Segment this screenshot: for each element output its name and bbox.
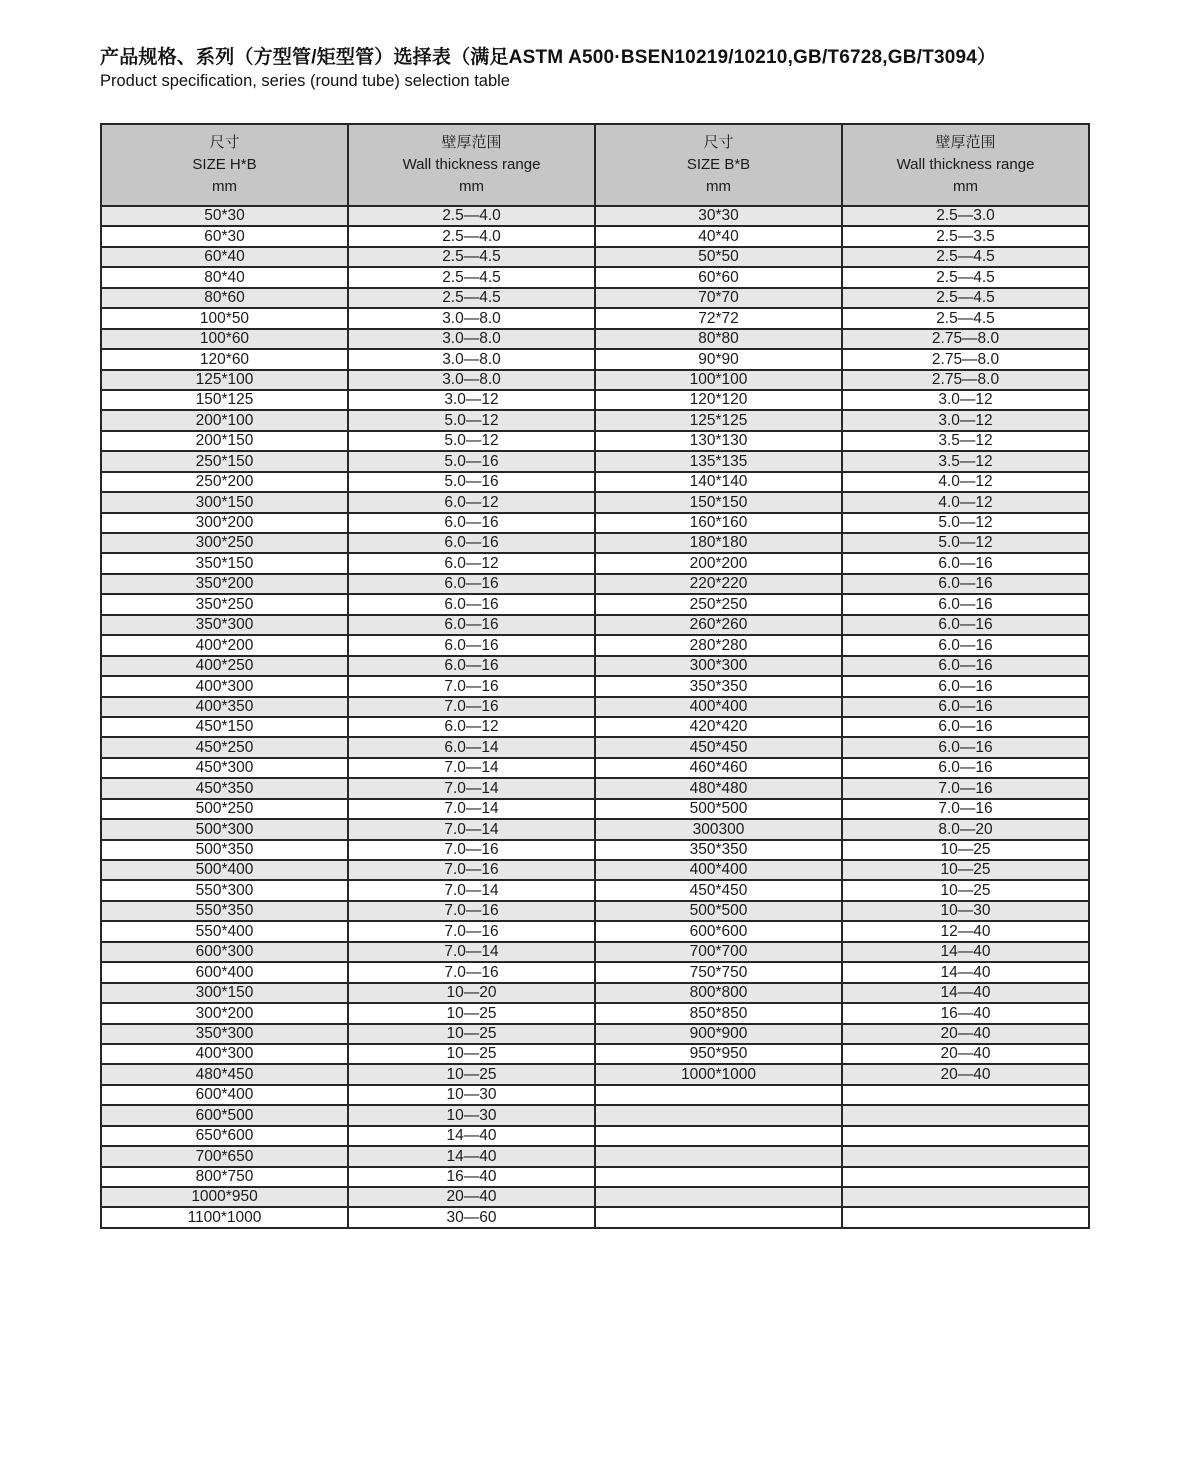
table-row <box>101 1207 1089 1227</box>
wall-thickness-cell: 6.0—16 <box>348 656 595 676</box>
wall-thickness-cell: 6.0—16 <box>348 513 595 533</box>
wall-thickness-cell: 2.5—4.5 <box>842 267 1089 287</box>
table-row <box>101 472 1089 492</box>
wall-thickness-cell: 10—30 <box>842 901 1089 921</box>
col-header-cn: 壁厚范围 <box>441 134 502 152</box>
table-row <box>101 615 1089 635</box>
size-hb-cell: 80*60 <box>101 288 348 308</box>
col-header-wall-thickness-2 <box>842 124 1089 206</box>
wall-thickness-cell <box>842 1187 1089 1207</box>
table-row <box>101 635 1089 655</box>
col-header-unit: mm <box>706 177 731 195</box>
size-hb-cell: 1100*1000 <box>101 1207 348 1227</box>
size-bb-cell: 450*450 <box>595 880 842 900</box>
wall-thickness-cell: 2.5—4.5 <box>842 288 1089 308</box>
wall-thickness-cell: 14—40 <box>842 942 1089 962</box>
wall-thickness-cell: 6.0—16 <box>842 656 1089 676</box>
wall-thickness-cell: 6.0—16 <box>842 594 1089 614</box>
table-row <box>101 1024 1089 1044</box>
size-hb-cell: 650*600 <box>101 1126 348 1146</box>
table-row <box>101 267 1089 287</box>
size-hb-cell: 300*250 <box>101 533 348 553</box>
size-hb-cell: 450*350 <box>101 778 348 798</box>
wall-thickness-cell: 2.5—3.5 <box>842 226 1089 246</box>
wall-thickness-cell: 5.0—12 <box>842 533 1089 553</box>
size-bb-cell: 130*130 <box>595 431 842 451</box>
size-hb-cell: 150*125 <box>101 390 348 410</box>
wall-thickness-cell: 7.0—16 <box>348 697 595 717</box>
size-hb-cell: 600*400 <box>101 1085 348 1105</box>
size-hb-cell: 100*60 <box>101 329 348 349</box>
table-row <box>101 1126 1089 1146</box>
wall-thickness-cell <box>842 1085 1089 1105</box>
wall-thickness-cell: 6.0—16 <box>842 676 1089 696</box>
wall-thickness-cell: 5.0—16 <box>348 451 595 471</box>
size-bb-cell: 160*160 <box>595 513 842 533</box>
table-row <box>101 921 1089 941</box>
size-bb-cell: 90*90 <box>595 349 842 369</box>
size-bb-cell: 300*300 <box>595 656 842 676</box>
col-header-en: Wall thickness range <box>402 156 541 174</box>
size-bb-cell: 850*850 <box>595 1003 842 1023</box>
size-hb-cell: 250*200 <box>101 472 348 492</box>
wall-thickness-cell: 2.5—4.5 <box>842 308 1089 328</box>
size-bb-cell: 70*70 <box>595 288 842 308</box>
size-bb-cell: 200*200 <box>595 553 842 573</box>
size-bb-cell <box>595 1085 842 1105</box>
table-row <box>101 513 1089 533</box>
size-bb-cell <box>595 1126 842 1146</box>
size-hb-cell: 60*30 <box>101 226 348 246</box>
size-hb-cell: 400*300 <box>101 1044 348 1064</box>
wall-thickness-cell: 2.75—8.0 <box>842 349 1089 369</box>
size-bb-cell: 125*125 <box>595 410 842 430</box>
size-hb-cell: 500*300 <box>101 819 348 839</box>
size-bb-cell: 30*30 <box>595 206 842 226</box>
wall-thickness-cell: 4.0—12 <box>842 472 1089 492</box>
size-hb-cell: 120*60 <box>101 349 348 369</box>
wall-thickness-cell: 3.0—8.0 <box>348 349 595 369</box>
size-hb-cell: 550*400 <box>101 921 348 941</box>
wall-thickness-cell: 6.0—16 <box>842 737 1089 757</box>
size-hb-cell: 350*250 <box>101 594 348 614</box>
wall-thickness-cell: 6.0—16 <box>348 615 595 635</box>
table-row <box>101 349 1089 369</box>
wall-thickness-cell: 3.0—12 <box>348 390 595 410</box>
wall-thickness-cell: 20—40 <box>842 1024 1089 1044</box>
table-row <box>101 308 1089 328</box>
size-bb-cell: 1000*1000 <box>595 1064 842 1084</box>
wall-thickness-cell: 7.0—14 <box>348 799 595 819</box>
table-row <box>101 860 1089 880</box>
size-hb-cell: 550*350 <box>101 901 348 921</box>
wall-thickness-cell: 7.0—16 <box>842 799 1089 819</box>
wall-thickness-cell: 3.0—8.0 <box>348 370 595 390</box>
size-bb-cell: 140*140 <box>595 472 842 492</box>
wall-thickness-cell <box>842 1146 1089 1166</box>
wall-thickness-cell: 10—25 <box>348 1064 595 1084</box>
size-bb-cell: 420*420 <box>595 717 842 737</box>
wall-thickness-cell: 7.0—16 <box>348 962 595 982</box>
table-row <box>101 390 1089 410</box>
table-header <box>101 124 1089 206</box>
size-bb-cell: 400*400 <box>595 697 842 717</box>
size-bb-cell: 72*72 <box>595 308 842 328</box>
col-header-unit: mm <box>459 177 484 195</box>
wall-thickness-cell: 6.0—16 <box>842 615 1089 635</box>
wall-thickness-cell: 6.0—16 <box>842 553 1089 573</box>
table-row <box>101 942 1089 962</box>
wall-thickness-cell: 20—40 <box>348 1187 595 1207</box>
wall-thickness-cell: 5.0—12 <box>348 410 595 430</box>
size-bb-cell: 500*500 <box>595 799 842 819</box>
col-header-wall-thickness-1 <box>348 124 595 206</box>
size-hb-cell: 400*200 <box>101 635 348 655</box>
table-row <box>101 533 1089 553</box>
size-bb-cell: 750*750 <box>595 962 842 982</box>
wall-thickness-cell: 10—25 <box>348 1044 595 1064</box>
table-row <box>101 492 1089 512</box>
table-row <box>101 226 1089 246</box>
wall-thickness-cell: 6.0—16 <box>348 533 595 553</box>
wall-thickness-cell: 2.5—4.5 <box>348 247 595 267</box>
wall-thickness-cell: 2.75—8.0 <box>842 370 1089 390</box>
size-bb-cell: 300300 <box>595 819 842 839</box>
table-row <box>101 1105 1089 1125</box>
size-bb-cell: 280*280 <box>595 635 842 655</box>
table-row <box>101 370 1089 390</box>
header-row <box>101 124 1089 206</box>
wall-thickness-cell: 6.0—16 <box>842 717 1089 737</box>
size-hb-cell: 600*400 <box>101 962 348 982</box>
size-hb-cell: 500*400 <box>101 860 348 880</box>
size-hb-cell: 450*250 <box>101 737 348 757</box>
col-header-cn: 尺寸 <box>209 134 240 152</box>
table-row <box>101 880 1089 900</box>
wall-thickness-cell: 3.5—12 <box>842 431 1089 451</box>
wall-thickness-cell: 6.0—16 <box>348 635 595 655</box>
size-hb-cell: 350*300 <box>101 615 348 635</box>
table-row <box>101 451 1089 471</box>
table-row <box>101 553 1089 573</box>
wall-thickness-cell: 7.0—16 <box>348 921 595 941</box>
table-row <box>101 697 1089 717</box>
table-row <box>101 1003 1089 1023</box>
wall-thickness-cell: 2.5—4.5 <box>842 247 1089 267</box>
size-bb-cell: 150*150 <box>595 492 842 512</box>
wall-thickness-cell: 7.0—14 <box>348 880 595 900</box>
table-body <box>101 206 1089 1228</box>
wall-thickness-cell: 16—40 <box>842 1003 1089 1023</box>
table-row <box>101 1085 1089 1105</box>
size-hb-cell: 450*300 <box>101 758 348 778</box>
size-hb-cell: 480*450 <box>101 1064 348 1084</box>
size-hb-cell: 60*40 <box>101 247 348 267</box>
table-row <box>101 247 1089 267</box>
size-bb-cell <box>595 1207 842 1227</box>
size-bb-cell <box>595 1105 842 1125</box>
size-bb-cell: 220*220 <box>595 574 842 594</box>
size-bb-cell: 180*180 <box>595 533 842 553</box>
wall-thickness-cell: 7.0—14 <box>348 758 595 778</box>
size-hb-cell: 600*300 <box>101 942 348 962</box>
table-row <box>101 758 1089 778</box>
table-row <box>101 1064 1089 1084</box>
wall-thickness-cell: 10—20 <box>348 983 595 1003</box>
wall-thickness-cell: 6.0—16 <box>842 697 1089 717</box>
size-hb-cell: 700*650 <box>101 1146 348 1166</box>
size-hb-cell: 1000*950 <box>101 1187 348 1207</box>
size-bb-cell <box>595 1187 842 1207</box>
col-header-unit: mm <box>953 177 978 195</box>
wall-thickness-cell: 7.0—14 <box>348 942 595 962</box>
wall-thickness-cell: 7.0—16 <box>348 901 595 921</box>
size-bb-cell: 900*900 <box>595 1024 842 1044</box>
table-row <box>101 431 1089 451</box>
wall-thickness-cell: 3.0—12 <box>842 410 1089 430</box>
size-hb-cell: 80*40 <box>101 267 348 287</box>
table-row <box>101 206 1089 226</box>
size-bb-cell: 80*80 <box>595 329 842 349</box>
wall-thickness-cell <box>842 1126 1089 1146</box>
table-row <box>101 717 1089 737</box>
col-header-size-hb <box>101 124 348 206</box>
wall-thickness-cell: 4.0—12 <box>842 492 1089 512</box>
wall-thickness-cell: 10—25 <box>842 880 1089 900</box>
wall-thickness-cell: 7.0—16 <box>842 778 1089 798</box>
wall-thickness-cell: 20—40 <box>842 1064 1089 1084</box>
wall-thickness-cell: 7.0—16 <box>348 840 595 860</box>
size-bb-cell: 50*50 <box>595 247 842 267</box>
size-bb-cell <box>595 1146 842 1166</box>
size-hb-cell: 300*200 <box>101 1003 348 1023</box>
wall-thickness-cell: 2.5—4.5 <box>348 288 595 308</box>
table-row <box>101 1187 1089 1207</box>
table-row <box>101 410 1089 430</box>
wall-thickness-cell: 16—40 <box>348 1167 595 1187</box>
size-hb-cell: 350*150 <box>101 553 348 573</box>
size-hb-cell: 350*300 <box>101 1024 348 1044</box>
size-hb-cell: 450*150 <box>101 717 348 737</box>
size-hb-cell: 350*200 <box>101 574 348 594</box>
wall-thickness-cell: 6.0—12 <box>348 717 595 737</box>
size-bb-cell: 120*120 <box>595 390 842 410</box>
size-bb-cell: 400*400 <box>595 860 842 880</box>
table-row <box>101 778 1089 798</box>
table-row <box>101 901 1089 921</box>
wall-thickness-cell: 14—40 <box>842 962 1089 982</box>
col-header-en: SIZE H*B <box>192 156 257 174</box>
spec-table <box>100 123 1090 1229</box>
wall-thickness-cell: 14—40 <box>348 1146 595 1166</box>
size-bb-cell: 60*60 <box>595 267 842 287</box>
size-bb-cell <box>595 1167 842 1187</box>
size-bb-cell: 450*450 <box>595 737 842 757</box>
size-bb-cell: 480*480 <box>595 778 842 798</box>
table-row <box>101 594 1089 614</box>
wall-thickness-cell <box>842 1105 1089 1125</box>
table-row <box>101 840 1089 860</box>
size-hb-cell: 200*100 <box>101 410 348 430</box>
wall-thickness-cell: 8.0—20 <box>842 819 1089 839</box>
col-header-en: SIZE B*B <box>686 156 751 174</box>
wall-thickness-cell: 6.0—16 <box>348 574 595 594</box>
size-hb-cell: 300*200 <box>101 513 348 533</box>
table-row <box>101 962 1089 982</box>
wall-thickness-cell: 7.0—16 <box>348 860 595 880</box>
wall-thickness-cell: 6.0—16 <box>842 635 1089 655</box>
wall-thickness-cell: 2.5—4.5 <box>348 267 595 287</box>
table-row <box>101 819 1089 839</box>
wall-thickness-cell: 6.0—12 <box>348 553 595 573</box>
size-hb-cell: 300*150 <box>101 492 348 512</box>
wall-thickness-cell <box>842 1167 1089 1187</box>
size-bb-cell: 40*40 <box>595 226 842 246</box>
wall-thickness-cell: 20—40 <box>842 1044 1089 1064</box>
size-bb-cell: 350*350 <box>595 676 842 696</box>
table-row <box>101 1146 1089 1166</box>
wall-thickness-cell: 7.0—14 <box>348 778 595 798</box>
table-row <box>101 983 1089 1003</box>
wall-thickness-cell: 3.0—12 <box>842 390 1089 410</box>
wall-thickness-cell: 12—40 <box>842 921 1089 941</box>
size-bb-cell: 260*260 <box>595 615 842 635</box>
table-row <box>101 329 1089 349</box>
wall-thickness-cell: 7.0—14 <box>348 819 595 839</box>
table-row <box>101 799 1089 819</box>
wall-thickness-cell: 3.0—8.0 <box>348 329 595 349</box>
table-row <box>101 574 1089 594</box>
size-hb-cell: 550*300 <box>101 880 348 900</box>
size-hb-cell: 300*150 <box>101 983 348 1003</box>
col-header-size-bb <box>595 124 842 206</box>
size-hb-cell: 600*500 <box>101 1105 348 1125</box>
table-row <box>101 1167 1089 1187</box>
wall-thickness-cell: 6.0—14 <box>348 737 595 757</box>
size-hb-cell: 100*50 <box>101 308 348 328</box>
size-bb-cell: 600*600 <box>595 921 842 941</box>
wall-thickness-cell: 2.5—4.0 <box>348 226 595 246</box>
size-bb-cell: 950*950 <box>595 1044 842 1064</box>
wall-thickness-cell: 10—25 <box>348 1024 595 1044</box>
size-hb-cell: 400*250 <box>101 656 348 676</box>
wall-thickness-cell: 2.5—4.0 <box>348 206 595 226</box>
wall-thickness-cell: 30—60 <box>348 1207 595 1227</box>
size-hb-cell: 500*250 <box>101 799 348 819</box>
page-title: 产品规格、系列（方型管/矩型管）选择表（满足ASTM A500·BSEN10219/10210,GB/T6728,GB/T3094） <box>100 47 997 68</box>
wall-thickness-cell: 10—25 <box>348 1003 595 1023</box>
wall-thickness-cell: 6.0—16 <box>842 574 1089 594</box>
col-header-unit: mm <box>212 177 237 195</box>
col-header-cn: 尺寸 <box>703 134 734 152</box>
page-subtitle: Product specification, series (round tube) selection table <box>100 72 510 90</box>
wall-thickness-cell: 2.75—8.0 <box>842 329 1089 349</box>
size-hb-cell: 250*150 <box>101 451 348 471</box>
table-row <box>101 737 1089 757</box>
size-bb-cell: 500*500 <box>595 901 842 921</box>
size-bb-cell: 800*800 <box>595 983 842 1003</box>
table-row <box>101 1044 1089 1064</box>
size-bb-cell: 250*250 <box>595 594 842 614</box>
wall-thickness-cell: 5.0—12 <box>348 431 595 451</box>
col-header-cn: 壁厚范围 <box>935 134 996 152</box>
wall-thickness-cell: 2.5—3.0 <box>842 206 1089 226</box>
wall-thickness-cell: 10—25 <box>842 860 1089 880</box>
table-row <box>101 288 1089 308</box>
wall-thickness-cell: 14—40 <box>842 983 1089 1003</box>
wall-thickness-cell: 3.5—12 <box>842 451 1089 471</box>
size-bb-cell: 135*135 <box>595 451 842 471</box>
size-bb-cell: 350*350 <box>595 840 842 860</box>
wall-thickness-cell: 6.0—16 <box>842 758 1089 778</box>
wall-thickness-cell: 10—30 <box>348 1085 595 1105</box>
size-hb-cell: 400*350 <box>101 697 348 717</box>
col-header-en: Wall thickness range <box>896 156 1035 174</box>
size-hb-cell: 125*100 <box>101 370 348 390</box>
size-hb-cell: 400*300 <box>101 676 348 696</box>
size-bb-cell: 460*460 <box>595 758 842 778</box>
size-hb-cell: 500*350 <box>101 840 348 860</box>
wall-thickness-cell: 5.0—12 <box>842 513 1089 533</box>
wall-thickness-cell: 5.0—16 <box>348 472 595 492</box>
size-hb-cell: 800*750 <box>101 1167 348 1187</box>
wall-thickness-cell: 3.0—8.0 <box>348 308 595 328</box>
table-row <box>101 676 1089 696</box>
table-row <box>101 656 1089 676</box>
size-hb-cell: 50*30 <box>101 206 348 226</box>
wall-thickness-cell: 6.0—12 <box>348 492 595 512</box>
wall-thickness-cell <box>842 1207 1089 1227</box>
wall-thickness-cell: 10—30 <box>348 1105 595 1125</box>
size-bb-cell: 700*700 <box>595 942 842 962</box>
size-hb-cell: 200*150 <box>101 431 348 451</box>
wall-thickness-cell: 7.0—16 <box>348 676 595 696</box>
wall-thickness-cell: 14—40 <box>348 1126 595 1146</box>
size-bb-cell: 100*100 <box>595 370 842 390</box>
wall-thickness-cell: 6.0—16 <box>348 594 595 614</box>
wall-thickness-cell: 10—25 <box>842 840 1089 860</box>
